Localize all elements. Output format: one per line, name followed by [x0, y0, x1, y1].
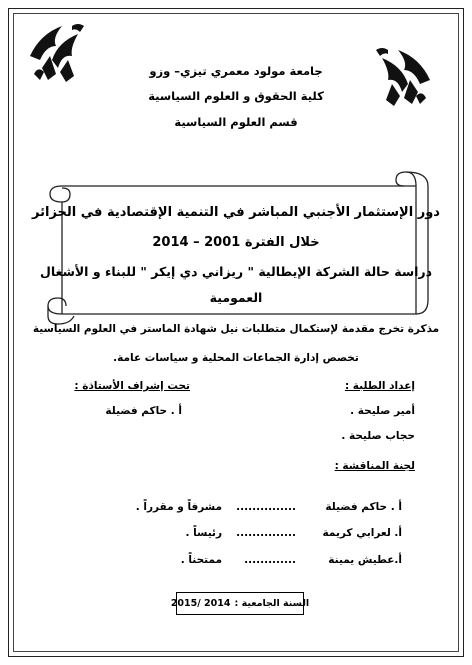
committee-member-name-2: أ. لعرابي كريمة — [322, 527, 402, 539]
supervisor-name: أ . حاكم فضيلة — [105, 405, 182, 417]
committee-heading: لجنة المناقشة : — [334, 460, 415, 472]
committee-member-name-1: أ . حاكم فضيلة — [325, 501, 402, 513]
thesis-title-line1: دور الإستثمار الأجنبي المباشر في التنمية الإقتصادية في الجزائر — [32, 205, 440, 220]
committee-member-name-3: أ.عطيش يمينة — [328, 554, 402, 566]
committee-member-dots-3: ............. — [244, 554, 296, 566]
faculty-name: كلية الحقوق و العلوم السياسية — [148, 89, 324, 103]
committee-member-role-1: مشرفاً و مقرراً . — [135, 501, 222, 513]
thesis-title-period: خلال الفترة 2001 – 2014 — [152, 235, 320, 250]
committee-member-role-2: رئيساً . — [185, 527, 222, 539]
academic-year-label: السنة الجامعية : — [234, 598, 310, 609]
thesis-title-case-study-cont: العمومية — [209, 290, 263, 305]
committee-member-dots-1: ............... — [236, 501, 296, 513]
memo-description: مذكرة تخرج مقدمة لإستكمال متطلبات نيل شهادة الماستر في العلوم السياسية — [32, 323, 440, 335]
university-name: جامعة مولود معمري تيزي– وزو — [149, 64, 323, 78]
supervisor-heading: تحت إشراف الأستاذة : — [74, 380, 190, 392]
academic-year-value: 2014 /2015 — [170, 598, 231, 609]
students-heading: إعداد الطلبة : — [344, 380, 415, 392]
thesis-title-case-study: دراسة حالة الشركة الإيطالية " ريزاني دي إيكر " للبناء و الأشغال — [39, 264, 433, 279]
student-name-2: حجاب صليحة . — [341, 430, 415, 442]
memo-specialty: تخصص إدارة الجماعات المحلية و سياسات عامة. — [113, 352, 359, 364]
department-name: قسم العلوم السياسية — [174, 115, 298, 129]
student-name-1: أمير صليحة . — [350, 405, 415, 417]
academic-year-box — [170, 592, 310, 615]
committee-member-role-3: ممتحناً . — [180, 554, 222, 566]
committee-member-dots-2: ............... — [236, 527, 296, 539]
